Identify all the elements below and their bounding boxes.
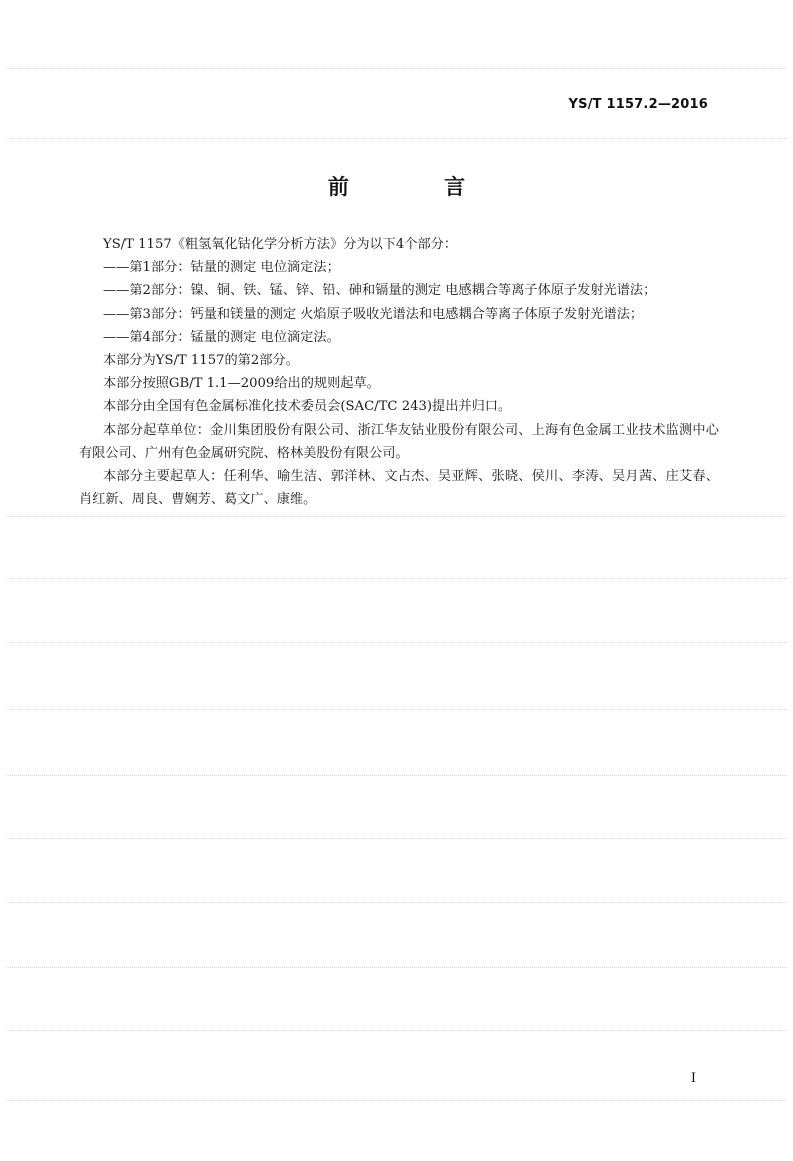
paragraph-drafters: 本部分主要起草人：任利华、喻生洁、郭洋林、文占杰、吴亚辉、张晓、侯川、李涛、吴月茜、庄艾春、肖红新、周良、曹娴芳、葛文广、康维。 (79, 469, 719, 508)
scan-line (6, 1030, 787, 1031)
document-code: YS/T 1157.2—2016 (568, 97, 708, 112)
page-title: 前 言 (327, 175, 510, 199)
paragraph-drafting-units: 本部分起草单位：金川集团股份有限公司、浙江华友钴业股份有限公司、上海有色金属工业技术监测中心有限公司、广州有色金属研究院、格林美股份有限公司。 (79, 422, 719, 461)
paragraph-parts-intro: YS/T 1157《粗氢氧化钴化学分析方法》分为以下4个部分： (103, 237, 458, 252)
page-number: I (690, 1071, 696, 1086)
scan-line (6, 775, 787, 776)
scan-line (6, 902, 787, 903)
paragraph-part-1: ——第1部分：钴量的测定 电位滴定法； (103, 260, 340, 276)
paragraph-part-3: ——第3部分：钙量和镁量的测定 火焰原子吸收光谱法和电感耦合等离子体原子发射光谱法； (103, 306, 644, 322)
scan-line (6, 709, 787, 710)
paragraph-part-4: ——第4部分：锰量的测定 电位滴定法。 (103, 329, 340, 345)
scan-line (6, 1100, 787, 1101)
scan-line (6, 838, 787, 839)
scan-line (6, 138, 787, 139)
foreword-body (79, 233, 719, 511)
scan-line (6, 967, 787, 968)
scan-line (6, 68, 787, 69)
paragraph-this-part: 本部分为YS/T 1157的第2部分。 (103, 353, 299, 369)
scan-line (6, 642, 787, 643)
scan-line (6, 516, 787, 517)
paragraph-drafting-rules: 本部分按照GB/T 1.1—2009给出的规则起草。 (103, 376, 380, 392)
paragraph-proposer: 本部分由全国有色金属标准化技术委员会(SAC/TC 243)提出并归口。 (103, 399, 512, 415)
scan-line (6, 578, 787, 579)
paragraph-part-2: ——第2部分：镍、铜、铁、锰、锌、铅、砷和镉量的测定 电感耦合等离子体原子发射光谱法； (103, 283, 657, 299)
